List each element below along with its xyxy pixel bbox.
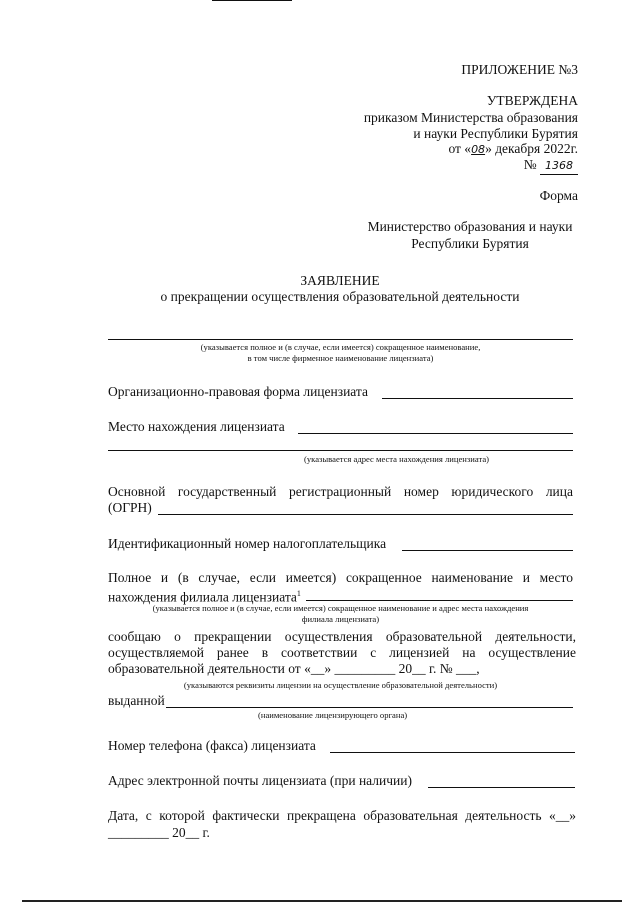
org-form-line[interactable] — [382, 398, 573, 399]
inn-label: Идентификационный номер налогоплательщика — [108, 536, 387, 551]
email-line[interactable] — [428, 787, 575, 788]
ogrn-line-1: Основной государственный регистрационный номер юридического лица — [108, 484, 573, 499]
order-number — [524, 157, 578, 175]
ogrn-line-2: (ОГРН) — [108, 500, 152, 515]
location-line-2[interactable] — [108, 450, 573, 451]
phone-label: Номер телефона (факса) лицензиата — [108, 738, 316, 753]
addressee-line-1: Министерство образования и науки — [367, 219, 573, 234]
location-hint: (указывается адрес места нахождения лицензиата) — [304, 454, 490, 464]
date-prefix: от « — [448, 141, 472, 156]
branch-footnote: 1 — [296, 589, 301, 598]
notice-line-2: осуществляемой ранее в соответствии с лицензией на осуществление — [108, 645, 576, 660]
top-edge-line — [212, 0, 292, 1]
license-hint: (указываются реквизиты лицензии на осуществление образовательной деятельности) — [183, 680, 498, 690]
order-line-1: приказом Министерства образования — [363, 110, 578, 125]
bottom-edge-line — [22, 900, 622, 902]
org-form-label: Организационно-правовая форма лицензиата — [108, 384, 368, 399]
form-label: Форма — [539, 188, 578, 203]
licensee-hint-2: в том числе фирменное наименование лицензиата) — [247, 353, 434, 363]
issued-label: выданной — [108, 693, 165, 708]
document-title: ЗАЯВЛЕНИЕ — [300, 273, 380, 288]
inn-line[interactable] — [402, 550, 573, 551]
notice-line-3: образовательной деятельности от «__» _________ 20__ г. № ___, — [108, 661, 480, 676]
appendix-label: ПРИЛОЖЕНИЕ №3 — [461, 62, 578, 77]
licensee-hint-1: (указывается полное и (в случае, если имеется) сокращенное наименование, — [200, 342, 481, 352]
phone-line[interactable] — [330, 752, 575, 753]
location-label: Место нахождения лицензиата — [108, 419, 285, 434]
order-line-2: и науки Республики Бурятия — [413, 126, 578, 141]
termination-date-line-1: Дата, с которой фактически прекращена образовательная деятельность «__» — [108, 808, 576, 823]
addressee-line-2: Республики Бурятия — [411, 236, 529, 251]
issuer-line[interactable] — [166, 707, 573, 708]
branch-hint-1: (указывается полное и (в случае, если имеется) сокращенное наименование и адрес места нахождения — [152, 603, 529, 613]
notice-line-1: сообщаю о прекращении осуществления образовательной деятельности, — [108, 629, 576, 644]
date-suffix: » декабря 2022г. — [485, 141, 578, 156]
branch-label: нахождения филиала лицензиата — [108, 589, 297, 605]
location-line[interactable] — [298, 433, 573, 434]
termination-date-line-2: _________ 20__ г. — [108, 825, 210, 840]
document-subtitle: о прекращении осуществления образовательной деятельности — [160, 289, 520, 304]
date-day: 08 — [471, 143, 486, 156]
branch-hint-2: филиала лицензиата) — [301, 614, 380, 624]
ogrn-line[interactable] — [158, 514, 573, 515]
approved-label: УТВЕРЖДЕНА — [486, 93, 578, 108]
email-label: Адрес электронной почты лицензиата (при наличии) — [108, 773, 412, 788]
number-prefix: № — [523, 157, 537, 172]
branch-line-1: Полное и (в случае, если имеется) сокращенное наименование и место — [108, 570, 573, 585]
number-value: 1368 — [540, 158, 578, 175]
order-date — [448, 141, 578, 158]
branch-line[interactable] — [306, 600, 573, 601]
issuer-hint: (наименование лицензирующего органа) — [258, 710, 408, 720]
licensee-name-line[interactable] — [108, 339, 573, 340]
